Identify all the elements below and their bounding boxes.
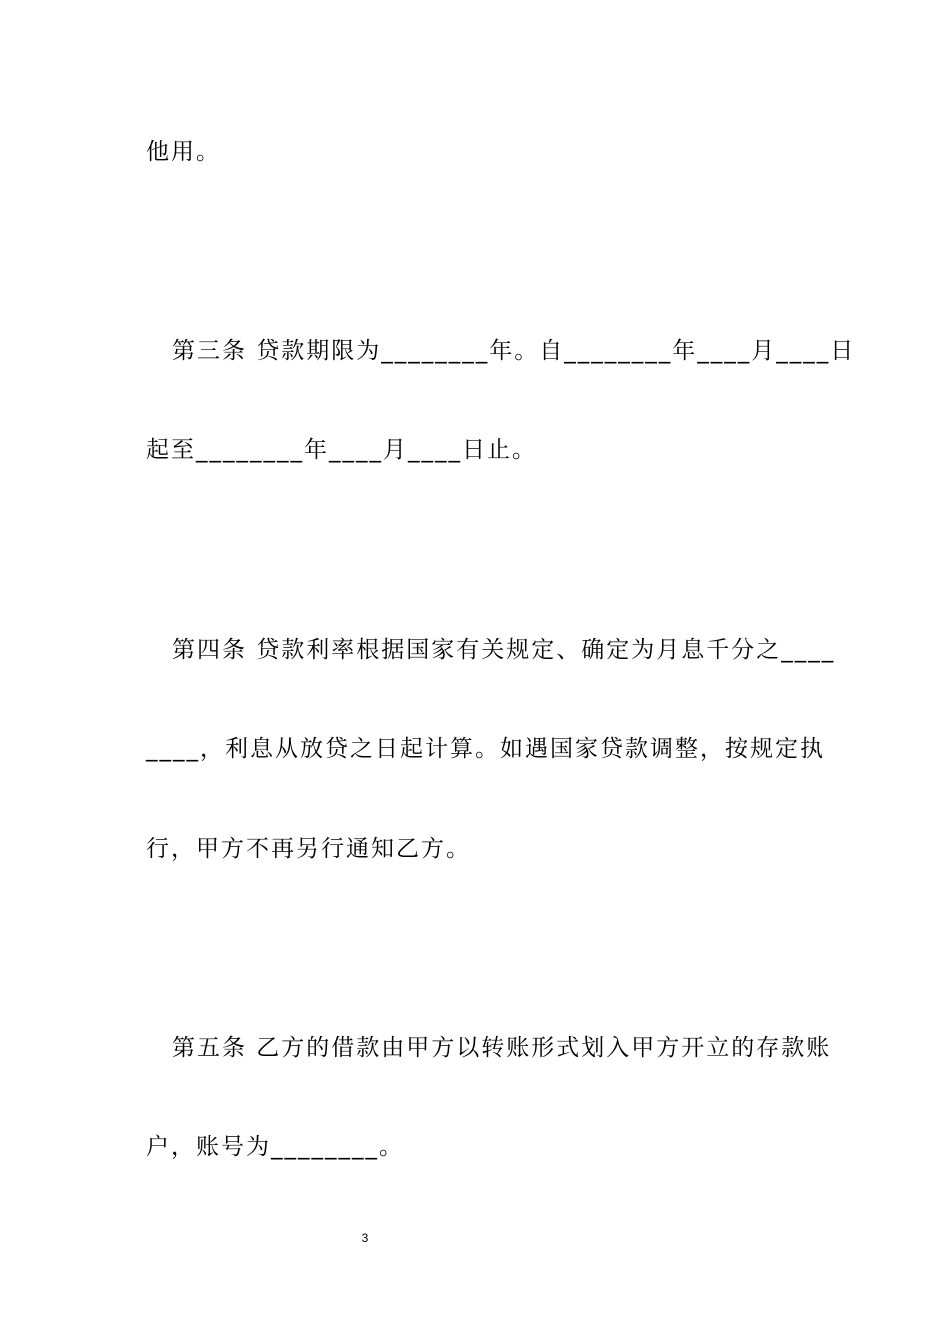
article-4-line-2: ____，利息从放贷之日起计算。如遇国家贷款调整，按规定执 xyxy=(146,736,825,762)
article-3-line-2: 起至________年____月____日止。 xyxy=(146,437,537,463)
article-3-line-1: 第三条 贷款期限为________年。自________年____月____日 xyxy=(172,338,856,364)
page-number: 3 xyxy=(361,1231,369,1245)
article-4-line-3: 行，甲方不再另行通知乙方。 xyxy=(146,836,471,862)
article-5-line-2: 户，账号为________。 xyxy=(146,1134,404,1160)
article-5-line-1: 第五条 乙方的借款由甲方以转账形式划入甲方开立的存款账 xyxy=(172,1035,832,1061)
article-4-line-1: 第四条 贷款利率根据国家有关规定、确定为月息千分之____ xyxy=(172,637,836,663)
text-line-1: 他用。 xyxy=(146,139,221,165)
